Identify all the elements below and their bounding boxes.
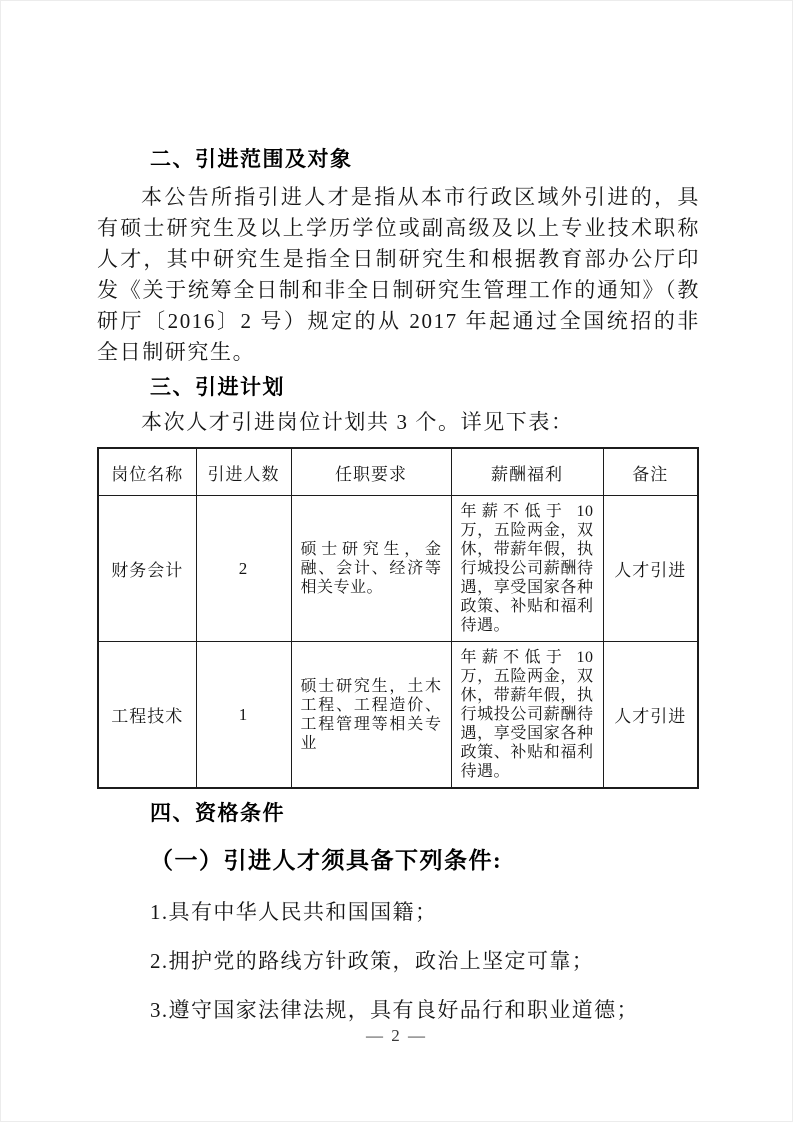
cell-post: 工程技术 — [98, 642, 196, 789]
cell-requirement: 硕士研究生，土木工程、工程造价、工程管理等相关专业 — [291, 642, 451, 789]
col-header-note: 备注 — [603, 448, 698, 496]
condition-item-1: 1.具有中华人民共和国国籍； — [150, 900, 438, 924]
cell-requirement: 硕士研究生，金融、会计、经济等相关专业。 — [291, 496, 451, 642]
cell-note: 人才引进 — [603, 496, 698, 642]
section3-heading: 三、引进计划 — [150, 376, 285, 399]
col-header-salary: 薪酬福利 — [451, 448, 603, 496]
cell-salary: 年薪不低于 10 万，五险两金，双休，带薪年假，执行城投公司薪酬待遇，享受国家各种政策、补贴和福利待遇。 — [451, 496, 603, 642]
condition-item-3: 3.遵守国家法律法规，具有良好品行和职业道德； — [150, 998, 639, 1022]
cell-note: 人才引进 — [603, 642, 698, 789]
section2-paragraph: 本公告所指引进人才是指从本市行政区域外引进的，具有硕士研究生及以上学历学位或副高级及以上专业技术职称人才，其中研究生是指全日制研究生和根据教育部办公厅印发《关于统筹全日制和非全日制研究生管理工作的通知》（教研厅〔2016〕2 号）规定的从 2017 年起通过全国统招的非全日制研究生。 — [97, 185, 700, 364]
col-header-count: 引进人数 — [196, 448, 291, 496]
table-header-row — [98, 448, 698, 496]
section4-sub-heading: （一）引进人才须具备下列条件: — [150, 848, 503, 873]
cell-post: 财务会计 — [98, 496, 196, 642]
table-row — [98, 496, 698, 642]
cell-salary: 年薪不低于 10 万，五险两金，双休，带薪年假，执行城投公司薪酬待遇，享受国家各种政策、补贴和福利待遇。 — [451, 642, 603, 789]
section3-intro: 本次人才引进岗位计划共 3 个。详见下表： — [141, 410, 574, 434]
cell-count: 1 — [196, 642, 291, 789]
section4-heading: 四、资格条件 — [150, 802, 285, 825]
table-row — [98, 642, 698, 789]
condition-item-2: 2.拥护党的路线方针政策，政治上坚定可靠； — [150, 949, 595, 973]
col-header-post: 岗位名称 — [98, 448, 196, 496]
section2-heading: 二、引进范围及对象 — [150, 148, 353, 171]
recruitment-plan-table — [97, 447, 699, 789]
cell-count: 2 — [196, 496, 291, 642]
conditions-list — [97, 901, 700, 1021]
col-header-requirement: 任职要求 — [291, 448, 451, 496]
page-number: — 2 — — [366, 1026, 427, 1045]
